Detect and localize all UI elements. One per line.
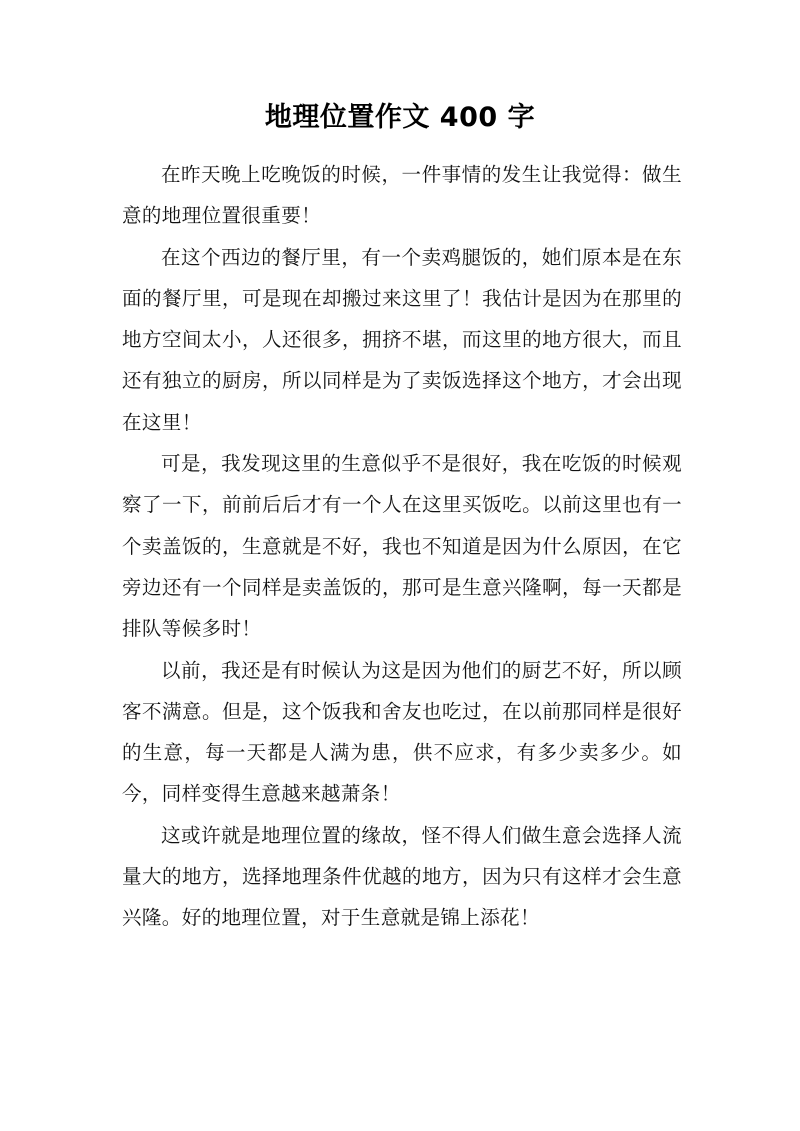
paragraph-2: 在这个西边的餐厅里，有一个卖鸡腿饭的，她们原本是在东面的餐厅里，可是现在却搬过来这里了！我估计是因为在那里的地方空间太小，人还很多，拥挤不堪，而这里的地方很大，而且还有独立的厨房，所以同样是为了卖饭选择这个地方，才会出现在这里！ <box>122 245 682 434</box>
document-title: 地理位置作文 400 字 <box>264 102 536 133</box>
paragraph-5: 这或许就是地理位置的缘故，怪不得人们做生意会选择人流量大的地方，选择地理条件优越的地方，因为只有这样才会生意兴隆。好的地理位置，对于生意就是锦上添花！ <box>122 823 682 930</box>
paragraph-1: 在昨天晚上吃晚饭的时候，一件事情的发生让我觉得：做生意的地理位置很重要！ <box>122 163 682 228</box>
document-body <box>122 154 682 939</box>
paragraph-3: 可是，我发现这里的生意似乎不是很好，我在吃饭的时候观察了一下，前前后后才有一个人在这里买饭吃。以前这里也有一个卖盖饭的，生意就是不好，我也不知道是因为什么原因，在它旁边还有一个同样是卖盖饭的，那可是生意兴隆啊，每一天都是排队等候多时！ <box>122 452 682 641</box>
paragraph-4: 以前，我还是有时候认为这是因为他们的厨艺不好，所以顾客不满意。但是，这个饭我和舍友也吃过，在以前那同样是很好的生意，每一天都是人满为患，供不应求，有多少卖多少。如今，同样变得生意越来越萧条！ <box>122 658 682 806</box>
